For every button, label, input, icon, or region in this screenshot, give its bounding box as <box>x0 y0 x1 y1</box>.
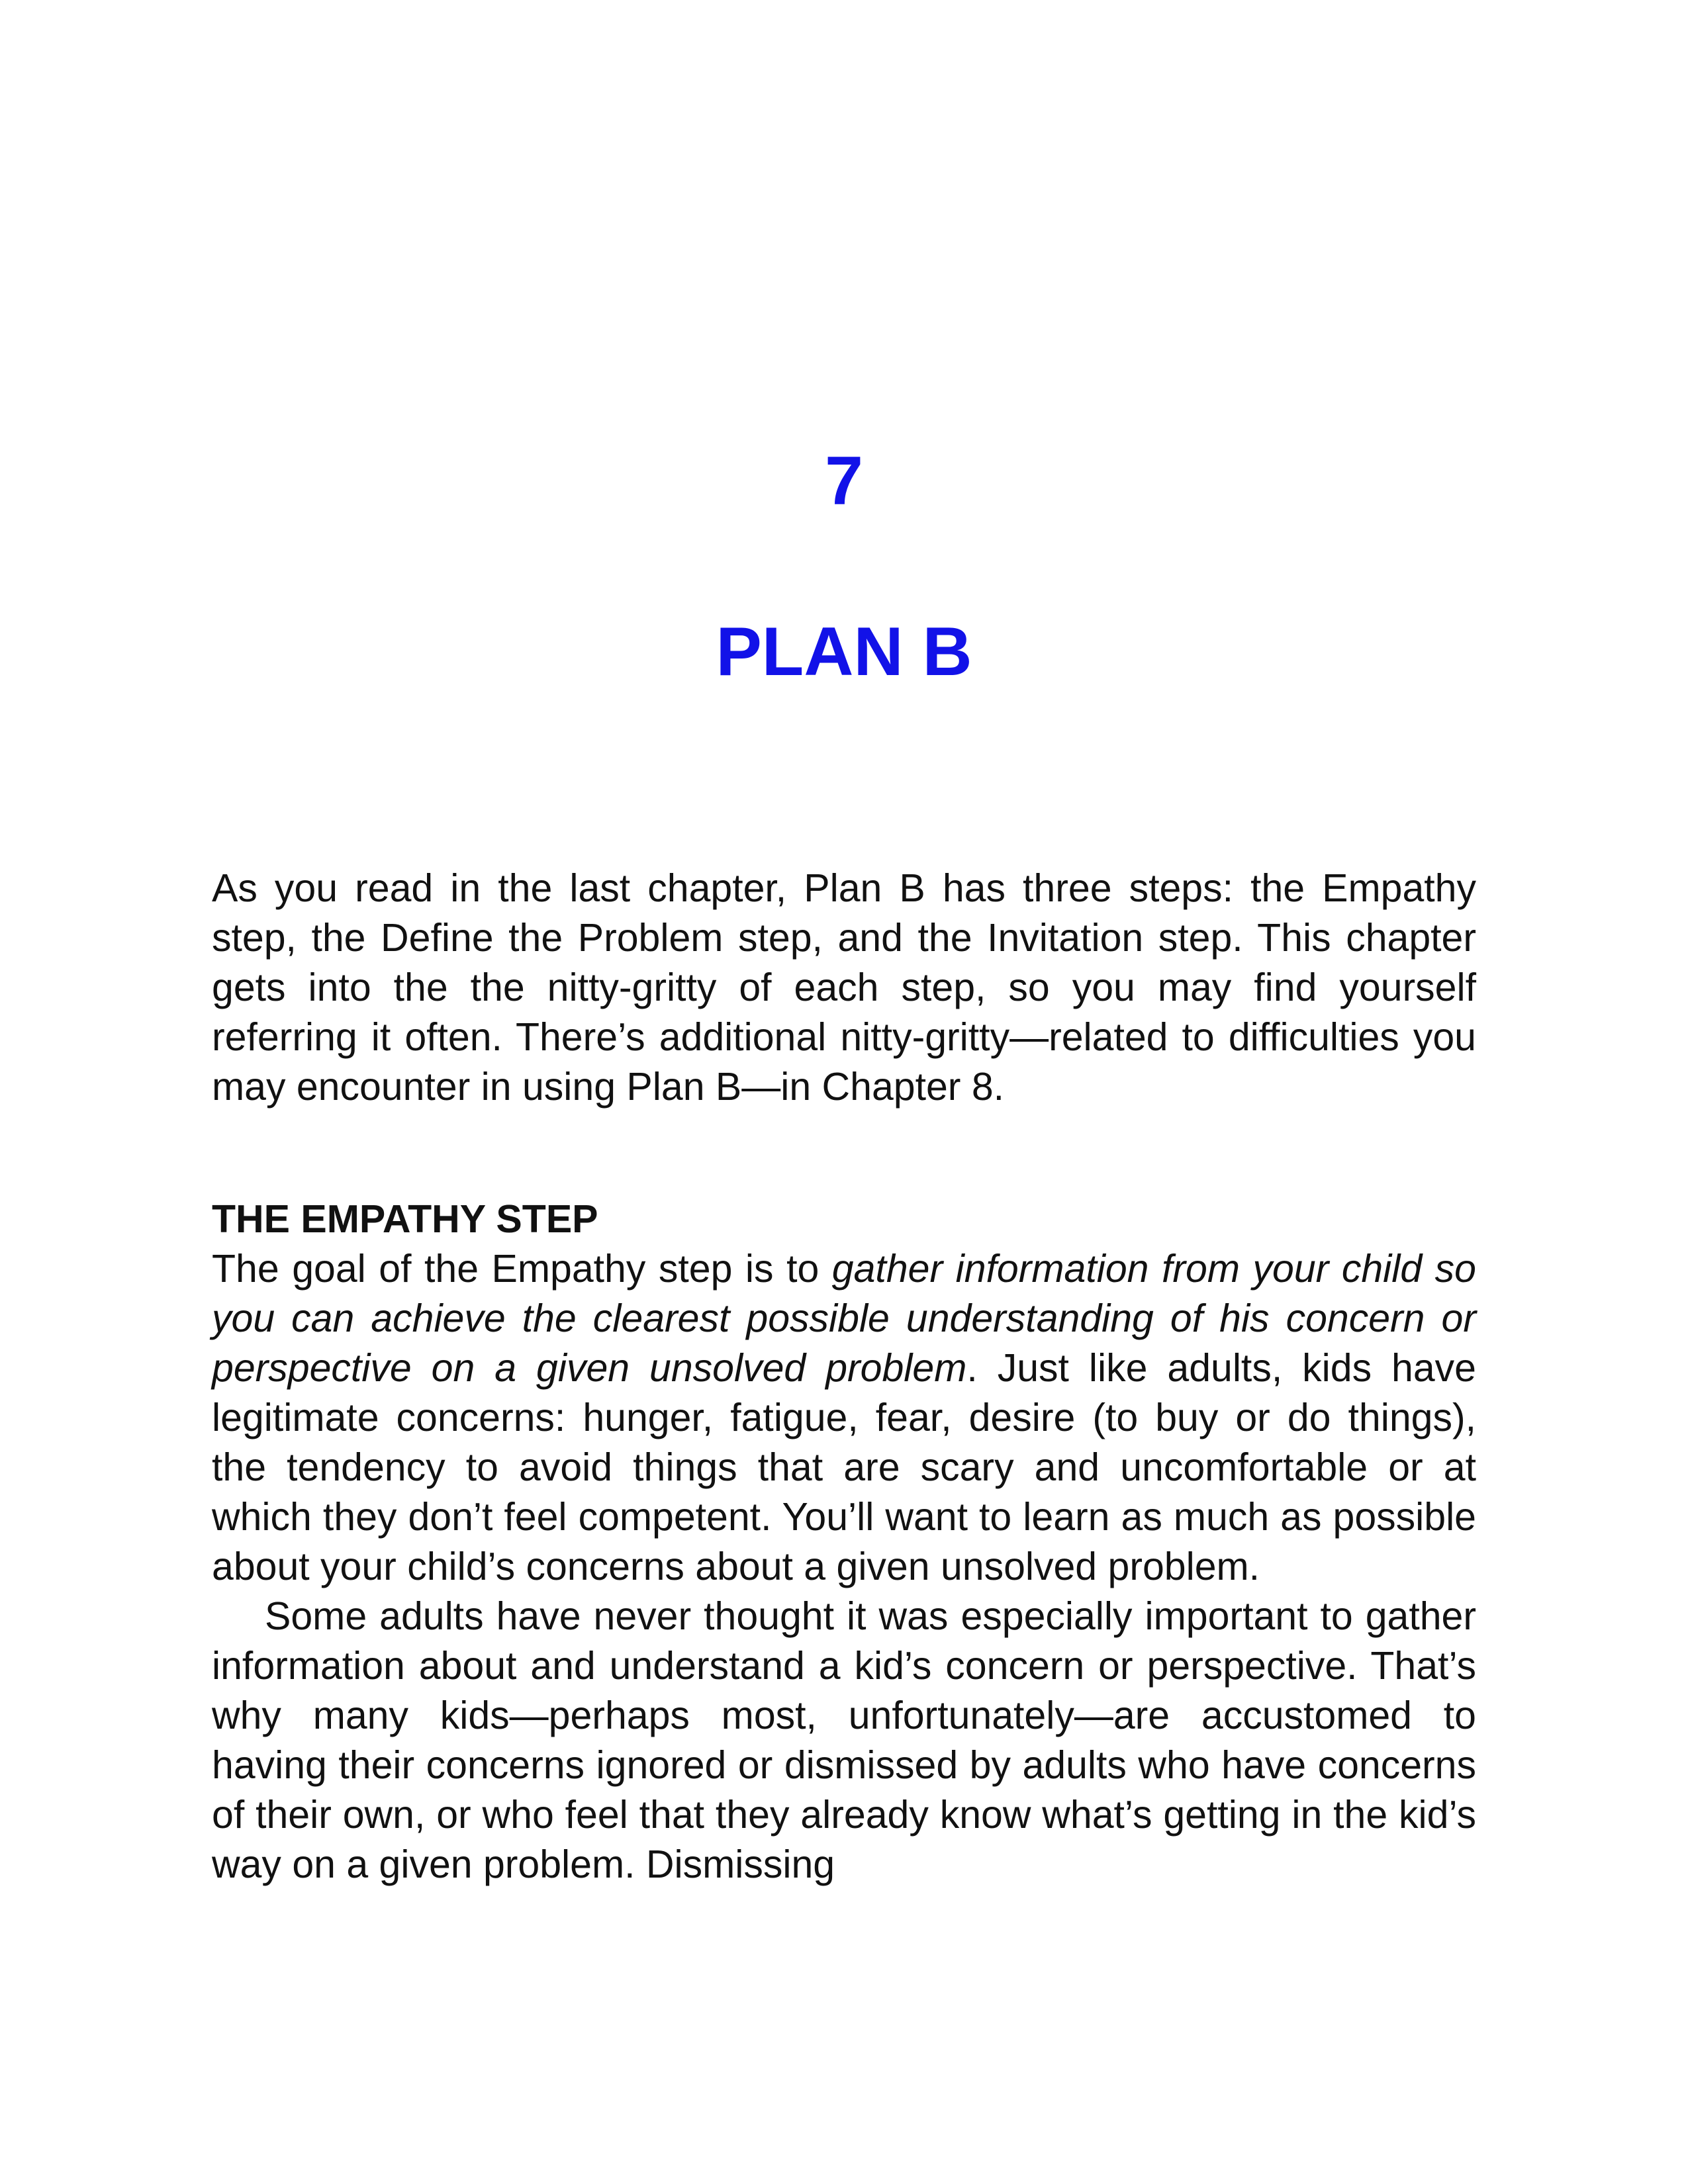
chapter-title: PLAN B <box>716 614 972 690</box>
paragraph-rest-text: . Just like adults, kids have legitimate concerns: hunger, fatigue, fear, desire (to buy or do things), the tendency to avoid things that are scary and uncomfortable or at which they don’t feel competent. You’ll want to learn as much as possible about your child’s concerns about a given unsolved problem. <box>212 1346 1476 1588</box>
empathy-paragraph-1 <box>212 1244 1476 1592</box>
intro-section <box>212 864 1476 1112</box>
intro-paragraph: As you read in the last chapter, Plan B has three steps: the Empathy step, the Define the Problem step, and the Invitation step. This chapter gets into the the nitty-gritty of each step, so you may find yourself referring it often. There’s additional nitty-gritty—related to difficulties you may encounter in using Plan B—in Chapter 8. <box>212 866 1476 1109</box>
chapter-number: 7 <box>825 443 863 520</box>
empathy-paragraph-2: Some adults have never thought it was especially important to gather information about and understand a kid’s concern or perspective. That’s why many kids—perhaps most, unfortunately—are accustomed to having their concerns ignored or dismissed by adults who have concerns of their own, or who feel that they already know what’s getting in the kid’s way on a given problem. Dismissing <box>212 1594 1476 1886</box>
empathy-step-section <box>212 1195 1476 1889</box>
emphasized-goal-text: gather information from your child so you can achieve the clearest possible understanding of his concern or perspective on a given unsolved problem <box>212 1247 1476 1390</box>
section-heading: THE EMPATHY STEP <box>212 1197 598 1241</box>
paragraph-lead-text: The goal of the Empathy step is to <box>212 1247 832 1291</box>
